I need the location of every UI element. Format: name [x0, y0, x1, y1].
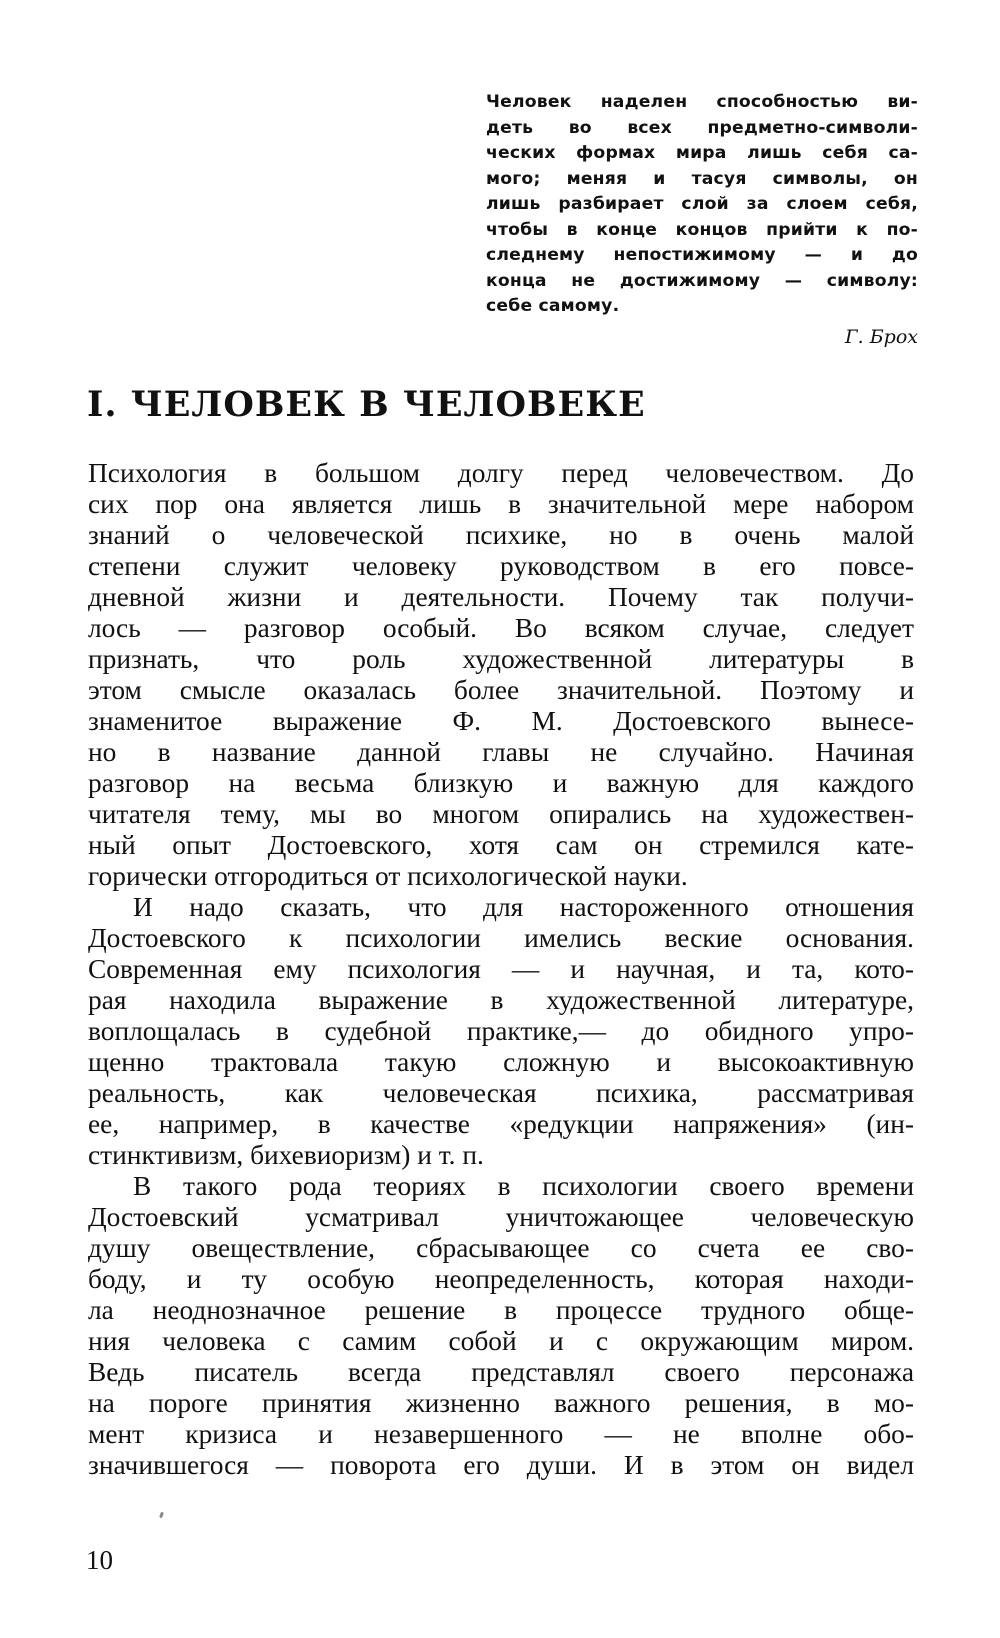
- text-line: степени служит человеку руководством в его повсе-: [88, 551, 914, 581]
- text-line: мент кризиса и незавершенного — не вполне обо-: [88, 1419, 914, 1449]
- text-line: рая находила выражение в художественной литературе,: [88, 985, 914, 1015]
- epigraph-line: себе самому.: [486, 296, 620, 316]
- text-line: но в название данной главы не случайно. Начиная: [88, 737, 914, 767]
- text-line: ния человека с самим собой и с окружающим миром.: [88, 1326, 914, 1356]
- scan-artifact: [159, 1512, 164, 1519]
- text-line: Ведь писатель всегда представлял своего персонажа: [88, 1357, 914, 1387]
- text-line: дневной жизни и деятельности. Почему так получи-: [88, 582, 914, 612]
- text-line: реальность, как человеческая психика, рассматривая: [88, 1078, 914, 1108]
- text-line: этом смысле оказалась более значительной. Поэтому и: [88, 675, 914, 705]
- text-line: знаменитое выражение Ф. М. Достоевского вынесе-: [88, 706, 914, 736]
- text-line: боду, и ту особую неопределенность, которая находи-: [88, 1264, 914, 1294]
- text-line: Психология в большом долгу перед человечеством. До: [88, 458, 914, 488]
- text-line: читателя тему, мы во многом опирались на художествен-: [88, 799, 914, 829]
- epigraph-line: ческих формах мира лишь себя са-: [486, 143, 918, 163]
- text-line: значившегося — поворота его души. И в этом он видел: [88, 1450, 914, 1480]
- epigraph-line: Человек наделен способностью ви-: [486, 92, 918, 112]
- text-line: Достоевского к психологии имелись веские основания.: [88, 923, 914, 953]
- text-line: сих пор она является лишь в значительной мере набором: [88, 489, 914, 519]
- epigraph-line: конца не достижимому — символу:: [486, 270, 918, 291]
- epigraph-line: мого; меняя и тасуя символы, он: [486, 168, 918, 189]
- epigraph-line: чтобы в конце концов прийти к по-: [486, 219, 918, 240]
- text-line: горически отгородиться от психологической науки.: [88, 861, 688, 891]
- epigraph: [486, 90, 918, 320]
- chapter-title: I. ЧЕЛОВЕК В ЧЕЛОВЕКЕ: [87, 384, 646, 425]
- text-line: знаний о человеческой психике, но в очень малой: [88, 520, 914, 550]
- text-line: ее, например, в качестве «редукции напряжения» (ин-: [88, 1109, 914, 1139]
- text-line: на пороге принятия жизненно важного решения, в мо-: [88, 1388, 914, 1418]
- text-line: щенно трактовала такую сложную и высокоактивную: [88, 1047, 914, 1077]
- text-line: И надо сказать, что для настороженного отношения: [133, 892, 914, 922]
- epigraph-author: Г. Брох: [845, 326, 918, 348]
- epigraph-line: лишь разбирает слой за слоем себя,: [486, 194, 918, 214]
- epigraph-line: следнему непостижимому — и до: [486, 245, 918, 265]
- text-line: В такого рода теориях в психологии своего времени: [133, 1171, 914, 1201]
- text-line: разговор на весьма близкую и важную для каждого: [88, 768, 914, 798]
- body-text: [88, 458, 914, 1481]
- text-line: лось — разговор особый. Во всяком случае, следует: [88, 613, 914, 643]
- epigraph-line: деть во всех предметно-символи-: [486, 117, 918, 138]
- text-line: ла неоднозначное решение в процессе трудного обще-: [88, 1295, 914, 1325]
- text-line: воплощалась в судебной практике,— до обидного упро-: [88, 1016, 914, 1046]
- text-line: душу овеществление, сбрасывающее со счета ее сво-: [88, 1233, 914, 1263]
- text-line: стинктивизм, бихевиоризм) и т. п.: [88, 1140, 484, 1170]
- page-number: 10: [86, 1545, 113, 1575]
- text-line: Современная ему психология — и научная, и та, кото-: [88, 954, 914, 984]
- text-line: Достоевский усматривал уничтожающее человеческую: [88, 1202, 914, 1232]
- text-line: ный опыт Достоевского, хотя сам он стремился кате-: [88, 830, 914, 860]
- text-line: признать, что роль художественной литературы в: [88, 644, 914, 674]
